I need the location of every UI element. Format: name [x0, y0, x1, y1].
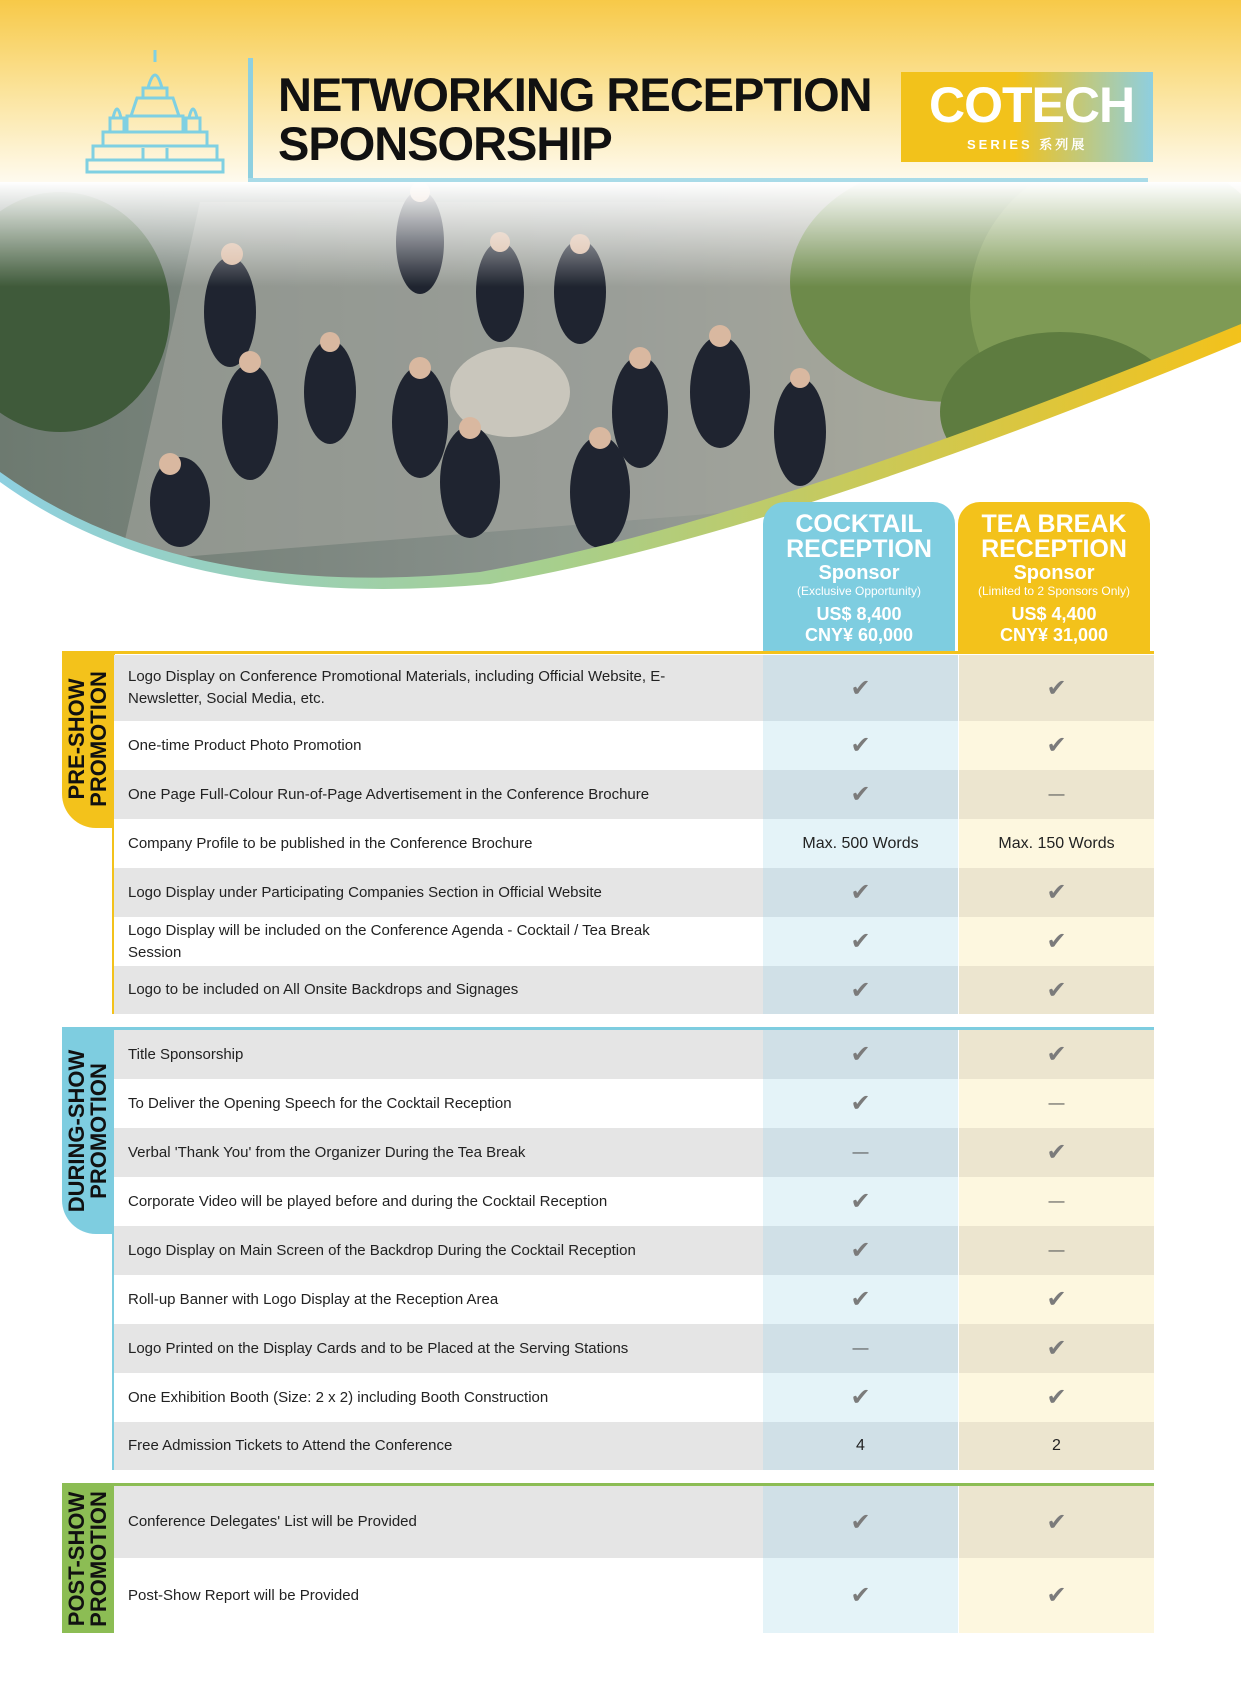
cocktail-title-2: RECEPTION: [786, 535, 932, 563]
during-show-label-1: DURING-SHOW: [64, 1049, 89, 1213]
benefit-text: Conference Delegates' List will be Provided: [128, 1513, 417, 1530]
logo-word: COTECH: [929, 77, 1135, 133]
tea-break-value: [959, 655, 1154, 721]
title-line-1: NETWORKING RECEPTION: [278, 68, 872, 121]
tea-break-value: [959, 1324, 1154, 1373]
cocktail-value: [763, 819, 958, 868]
benefit-text: Logo to be included on All Onsite Backdrops and Signages: [128, 981, 519, 998]
tea-break-value: [959, 1079, 1154, 1128]
tea-break-value-mark: ✔: [1046, 1335, 1067, 1362]
cocktail-value: [763, 1177, 958, 1226]
tea-break-value-mark: —: [1048, 785, 1065, 803]
cocktail-value-mark: ✔: [850, 781, 871, 808]
post-show-label: [66, 1491, 110, 1627]
table-row: [114, 917, 1154, 966]
table-row: [114, 770, 1154, 819]
tea-break-value-mark: ✔: [1046, 879, 1067, 906]
table-row: [114, 1030, 1154, 1079]
table-row: [114, 1275, 1154, 1324]
tea-break-value-mark: ✔: [1046, 1041, 1067, 1068]
cocktail-value-mark: ✔: [850, 1582, 871, 1609]
cocktail-value: [763, 1275, 958, 1324]
tea-break-value-mark: ✔: [1046, 1286, 1067, 1313]
tea-title-2: RECEPTION: [981, 535, 1127, 563]
table-row: [114, 1422, 1154, 1470]
tea-break-value: [959, 1486, 1154, 1558]
cocktail-value-mark: ✔: [850, 879, 871, 906]
benefit-text: One-time Product Photo Promotion: [128, 736, 362, 754]
tea-break-value: [959, 1275, 1154, 1324]
tea-break-value-mark: ✔: [1046, 674, 1067, 702]
during-show-label-2: PROMOTION: [86, 1063, 111, 1199]
pre-show-label-2: PROMOTION: [86, 671, 111, 807]
cocktail-value-mark: ✔: [850, 1237, 871, 1264]
cocktail-value: [763, 1226, 958, 1275]
benefit-text: One Page Full-Colour Run-of-Page Advertisement in the Conference Brochure: [128, 785, 650, 803]
tea-break-value: [959, 868, 1154, 917]
pre-show-label-1: PRE-SHOW: [64, 678, 89, 800]
cocktail-title-1: COCKTAIL: [795, 510, 923, 538]
tea-break-value: [959, 1226, 1154, 1275]
tea-price-usd: US$ 4,400: [1011, 604, 1097, 624]
benefit-text: Logo Display under Participating Companies Section in Official Website: [128, 883, 602, 901]
benefit-text: Company Profile to be published in the Conference Brochure: [128, 834, 533, 852]
cocktail-value: [763, 966, 958, 1014]
cocktail-value-mark: ✔: [850, 1508, 871, 1536]
cocktail-value: [763, 1324, 958, 1373]
tea-note: (Limited to 2 Sponsors Only): [977, 584, 1131, 598]
tea-break-value: [959, 1373, 1154, 1422]
tea-break-value-mark: ✔: [1046, 732, 1067, 759]
cocktail-value: [763, 1079, 958, 1128]
column-header-cocktail: [763, 502, 955, 651]
table-row: [114, 1558, 1154, 1633]
cocktail-value-mark: ✔: [850, 1188, 871, 1215]
cocktail-note: (Exclusive Opportunity): [796, 584, 922, 598]
benefit-text: Logo Display will be included on the Conference Agenda - Cocktail / Tea Break Session: [128, 921, 650, 961]
cocktail-value: [763, 917, 958, 966]
cocktail-value-mark: ✔: [850, 1041, 871, 1068]
benefit-text: Verbal 'Thank You' from the Organizer During the Tea Break: [128, 1143, 526, 1161]
cocktail-value-mark: ✔: [850, 732, 871, 759]
tea-break-value-mark: —: [1048, 1094, 1065, 1112]
tea-title-1: TEA BREAK: [981, 510, 1127, 538]
cocktail-value: [763, 1373, 958, 1422]
cocktail-value-mark: ✔: [850, 1090, 871, 1117]
benefit-text: Logo Display on Conference Promotional Materials, including Official Website, E-Newsletter, Social Media, etc.: [128, 668, 666, 707]
cocktail-value: [763, 721, 958, 770]
cocktail-value: [763, 1422, 958, 1470]
cocktail-value: [763, 1486, 958, 1558]
tea-break-value: [959, 1422, 1154, 1470]
cocktail-value-mark: Max. 500 Words: [802, 834, 919, 852]
title-line-2: SPONSORSHIP: [278, 117, 612, 170]
cocktail-price-cny: CNY¥ 60,000: [804, 625, 914, 645]
benefit-text: Logo Printed on the Display Cards and to be Placed at the Serving Stations: [128, 1339, 629, 1357]
tea-break-value: [959, 770, 1154, 819]
table-row: [114, 721, 1154, 770]
benefit-text: Roll-up Banner with Logo Display at the Reception Area: [128, 1290, 499, 1308]
benefit-text: Free Admission Tickets to Attend the Conference: [128, 1437, 453, 1454]
pre-show-top-line: [112, 651, 1154, 654]
table-row: [114, 1373, 1154, 1422]
tea-break-value-mark: ✔: [1046, 1508, 1067, 1536]
tea-break-value-mark: 2: [1052, 1437, 1061, 1454]
tea-break-value-mark: —: [1048, 1241, 1065, 1259]
tea-break-value: [959, 721, 1154, 770]
during-show-label: [66, 1050, 110, 1213]
cocktail-value-mark: —: [852, 1143, 869, 1161]
table-row: [114, 868, 1154, 917]
pagoda-icon: [85, 48, 225, 176]
tea-break-value-mark: ✔: [1046, 928, 1067, 955]
cocktail-value-mark: —: [852, 1339, 869, 1357]
cocktail-price-usd: US$ 8,400: [816, 604, 902, 624]
tea-price-cny: CNY¥ 31,000: [999, 625, 1109, 645]
table-row: [114, 655, 1154, 721]
tea-break-value: [959, 1030, 1154, 1079]
cocktail-value-mark: ✔: [850, 1384, 871, 1411]
column-header-tea-break: [958, 502, 1150, 651]
tea-break-value: [959, 1558, 1154, 1633]
benefit-text: To Deliver the Opening Speech for the Cocktail Reception: [128, 1094, 512, 1112]
tea-break-value: [959, 1128, 1154, 1177]
post-show-tab: [62, 1483, 112, 1633]
tea-break-value: [959, 966, 1154, 1014]
benefit-text: One Exhibition Booth (Size: 2 x 2) including Booth Construction: [128, 1388, 549, 1406]
table-row: [114, 1324, 1154, 1373]
during-show-tab: [62, 1027, 112, 1234]
header-divider: [248, 58, 253, 178]
post-show-label-2: PROMOTION: [86, 1491, 111, 1627]
pre-show-label: [66, 671, 110, 807]
tea-break-value: [959, 917, 1154, 966]
tea-break-value-mark: ✔: [1046, 1384, 1067, 1411]
benefit-text: Logo Display on Main Screen of the Backdrop During the Cocktail Reception: [128, 1241, 636, 1259]
tea-break-value-mark: ✔: [1046, 1139, 1067, 1166]
page-title: [278, 70, 872, 168]
cocktail-value: [763, 1128, 958, 1177]
table-row: [114, 966, 1154, 1014]
tea-break-value-mark: ✔: [1046, 1582, 1067, 1609]
benefit-text: Title Sponsorship: [128, 1045, 244, 1063]
pre-show-tab: [62, 651, 112, 828]
tea-break-value-mark: Max. 150 Words: [998, 834, 1115, 852]
table-row: [114, 1177, 1154, 1226]
table-row: [114, 1226, 1154, 1275]
table-row: [114, 1486, 1154, 1558]
logo-subtitle: SERIES 系列展: [967, 137, 1088, 152]
cocktail-value: [763, 868, 958, 917]
cocktail-value-mark: ✔: [850, 1286, 871, 1313]
table-row: [114, 1079, 1154, 1128]
tea-break-value-mark: ✔: [1046, 976, 1067, 1004]
tea-sponsor: Sponsor: [1013, 562, 1095, 584]
cocktail-value-mark: ✔: [850, 976, 871, 1004]
cocktail-value: [763, 770, 958, 819]
benefit-text: Post-Show Report will be Provided: [128, 1586, 359, 1604]
table-row: [114, 819, 1154, 868]
cocktail-sponsor: Sponsor: [818, 562, 900, 584]
cocktail-value-mark: 4: [856, 1437, 865, 1454]
table-row: [114, 1128, 1154, 1177]
cotech-logo: [901, 72, 1153, 162]
tea-break-value: [959, 1177, 1154, 1226]
post-show-label-1: POST-SHOW: [64, 1491, 89, 1627]
cocktail-value-mark: ✔: [850, 928, 871, 955]
cocktail-value-mark: ✔: [850, 674, 871, 702]
cocktail-value: [763, 1558, 958, 1633]
tea-break-value-mark: —: [1048, 1192, 1065, 1210]
cocktail-value: [763, 1030, 958, 1079]
cocktail-value: [763, 655, 958, 721]
benefit-text: Corporate Video will be played before and during the Cocktail Reception: [128, 1192, 608, 1210]
tea-break-value: [959, 819, 1154, 868]
